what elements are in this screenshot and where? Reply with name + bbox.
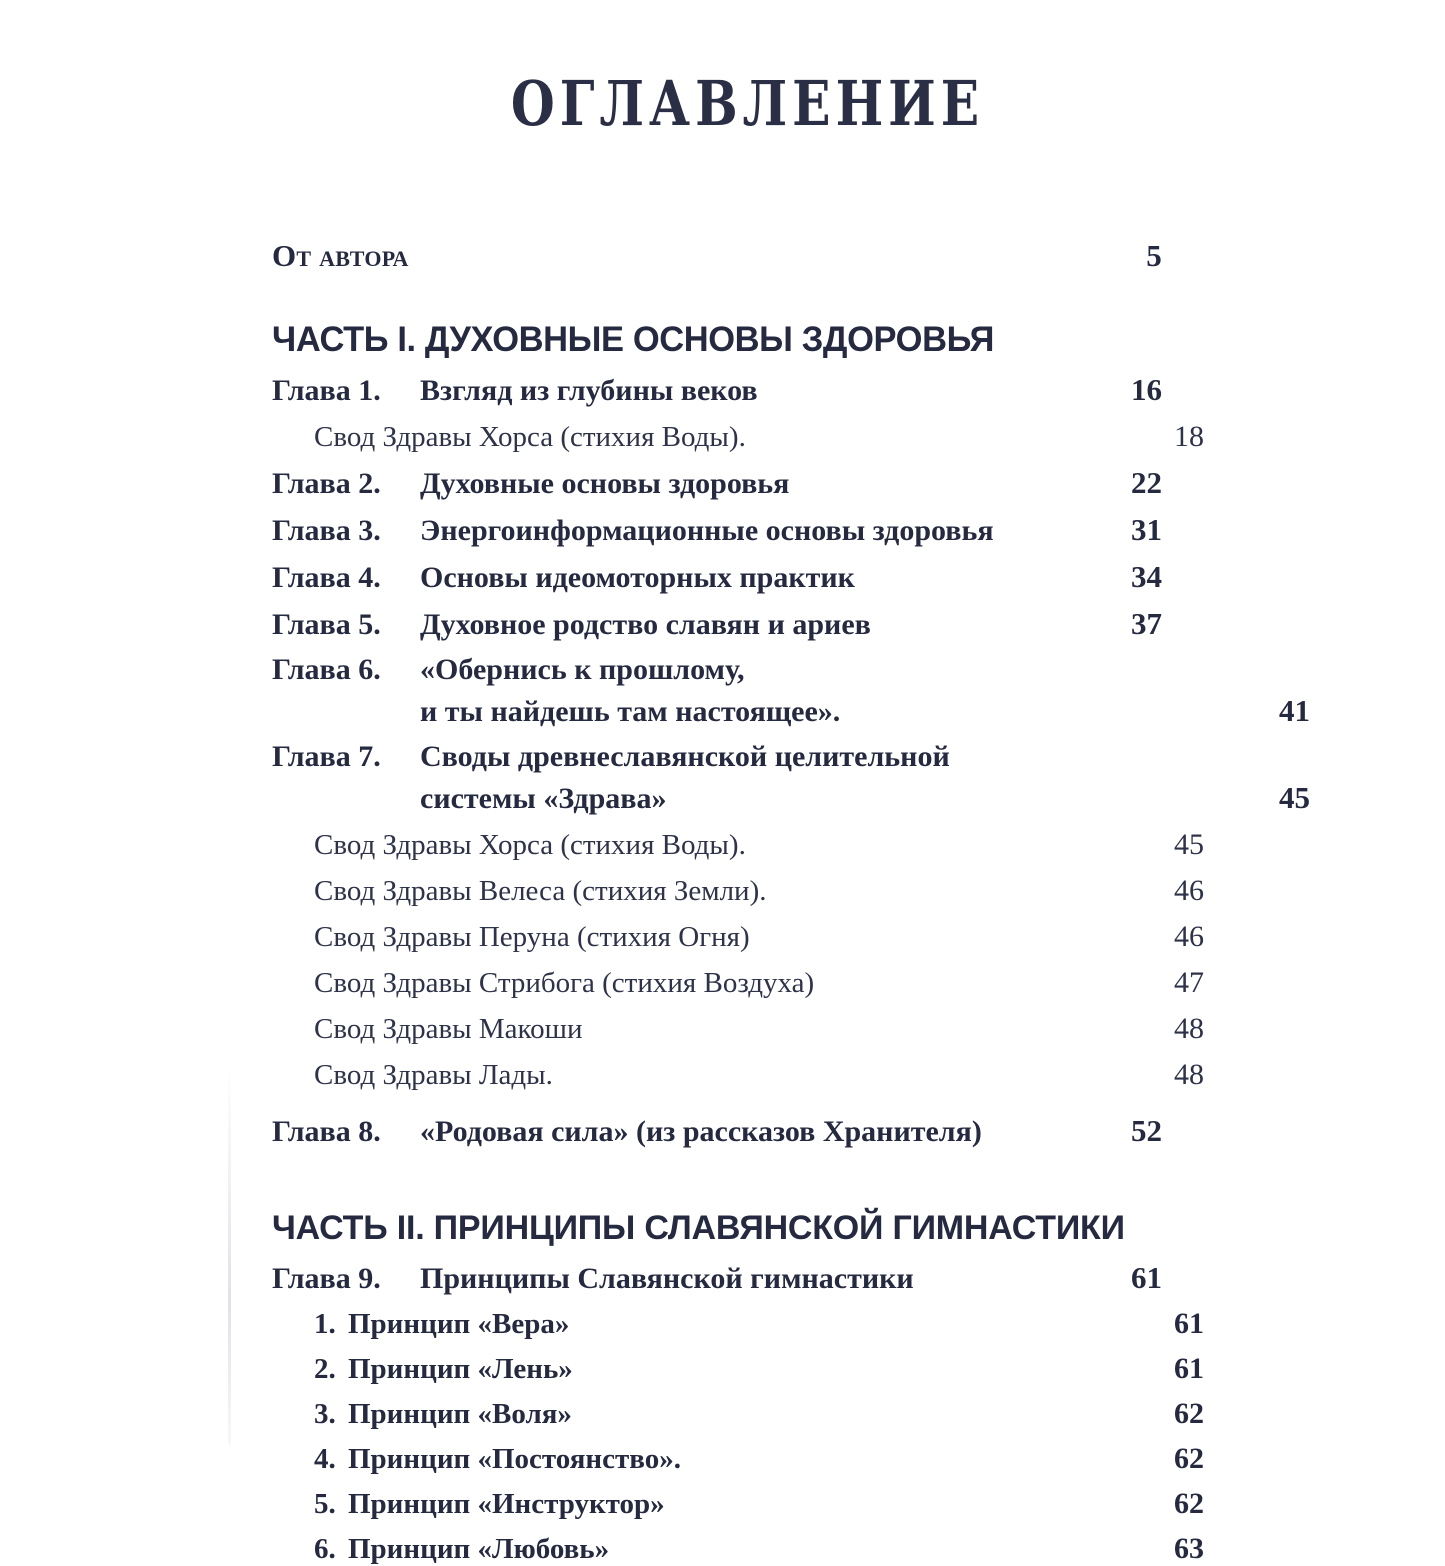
toc-entry-sub-svod-makoshi[interactable]: [272, 1012, 1204, 1046]
sub-entry-title: Свод Здравы Макоши: [314, 1013, 583, 1045]
page-number: 46: [1174, 920, 1204, 953]
chapter-number: Глава 5.: [272, 608, 381, 641]
principle-title: Принцип «Постоянство».: [348, 1443, 681, 1475]
page-number: 18: [1174, 420, 1204, 453]
chapter-number: Глава 6.: [272, 653, 381, 686]
part-heading-2: ЧАСТЬ II. ПРИНЦИПЫ СЛАВЯНСКОЙ ГИМНАСТИКИ: [272, 1209, 1125, 1247]
principle-label: [314, 1533, 609, 1566]
chapter-title-line-2: [272, 780, 1310, 816]
chapter-label: [272, 608, 871, 642]
page-number: 34: [1131, 559, 1162, 594]
chapter-number: Глава 2.: [272, 467, 381, 500]
principle-number: 6.: [314, 1533, 336, 1565]
principle-number: 4.: [314, 1443, 336, 1475]
page-number: 16: [1131, 372, 1162, 407]
principle-label: [314, 1398, 572, 1431]
principle-title: Принцип «Лень»: [348, 1353, 573, 1385]
chapter-title-part-2: системы «Здрава»: [420, 782, 667, 815]
chapter-title-line-1: [272, 653, 1162, 687]
toc-entry-chapter-9[interactable]: [272, 1260, 1162, 1296]
page-number: 61: [1174, 1352, 1204, 1385]
toc-entry-chapter-5[interactable]: [272, 606, 1162, 642]
toc-entry-sub-svod-velesa[interactable]: [272, 874, 1204, 908]
sub-entry-title: Свод Здравы Стрибога (стихия Воздуха): [314, 967, 815, 999]
page-number: 52: [1131, 1113, 1162, 1148]
chapter-title-part-1: Своды древнеславянской целительной: [420, 740, 950, 773]
sub-entry-title: Свод Здравы Велеса (стихия Земли).: [314, 875, 767, 907]
principle-label: [314, 1308, 569, 1341]
chapter-label: [272, 561, 855, 595]
toc-entry-chapter-1[interactable]: [272, 372, 1162, 408]
toc-entry-sub-svod-lady[interactable]: [272, 1058, 1204, 1092]
page-number: 62: [1174, 1442, 1204, 1475]
chapter-title: Духовное родство славян и ариев: [420, 608, 871, 641]
chapter-label: [272, 514, 994, 548]
toc-entry-sub-svod-striboga[interactable]: [272, 966, 1204, 1000]
page-title: ОГЛАВЛЕНИЕ: [510, 67, 985, 141]
principle-title: Принцип «Воля»: [348, 1398, 572, 1430]
page-number: 48: [1174, 1058, 1204, 1091]
toc-entry-principle-5[interactable]: [272, 1487, 1204, 1521]
page-gutter-shadow: [228, 250, 231, 1445]
chapter-label: [272, 374, 758, 408]
principle-number: 1.: [314, 1308, 336, 1340]
chapter-title: «Родовая сила» (из рассказов Хранителя): [420, 1115, 982, 1148]
svod-zdravy-sub-list: [272, 828, 1204, 1092]
page-number: 22: [1131, 465, 1162, 500]
sub-entry-title: Свод Здравы Хорса (стихия Воды).: [314, 829, 746, 861]
toc-entry-sub-svod-horsa-2[interactable]: [272, 828, 1204, 862]
page-number: 31: [1131, 512, 1162, 547]
toc-entry-chapter-4[interactable]: [272, 559, 1162, 595]
page-number: 63: [1174, 1532, 1204, 1565]
chapter-number: Глава 7.: [272, 740, 381, 773]
spacer: [272, 1092, 1162, 1102]
toc-entry-chapter-8[interactable]: [272, 1113, 1162, 1149]
chapter-title-line-2: [272, 693, 1310, 729]
principle-label: [314, 1353, 573, 1386]
toc-entry-chapter-7[interactable]: [272, 740, 1310, 816]
toc-entry-principle-4[interactable]: [272, 1442, 1204, 1476]
page-number: 45: [1174, 828, 1204, 861]
chapter-title: Принципы Славянской гимнастики: [420, 1262, 914, 1295]
page-number: 61: [1174, 1307, 1204, 1340]
principle-number: 3.: [314, 1398, 336, 1430]
chapter-number: Глава 9.: [272, 1262, 381, 1295]
chapter-label: [272, 467, 789, 501]
page-number: 45: [1279, 780, 1310, 815]
chapter-label: [272, 1115, 982, 1149]
chapter-title-line-1: [272, 740, 1162, 774]
chapter-title: Основы идеомоторных практик: [420, 561, 855, 594]
chapter-number: Глава 1.: [272, 374, 381, 407]
principle-number: 2.: [314, 1353, 336, 1385]
toc-entry-sub-svod-peruna[interactable]: [272, 920, 1204, 954]
page-number: 46: [1174, 874, 1204, 907]
toc-entry-principle-1[interactable]: [272, 1307, 1204, 1341]
sub-entry-title: Свод Здравы Лады.: [314, 1059, 553, 1091]
sub-entry-title: Свод Здравы Хорса (стихия Воды).: [314, 421, 746, 453]
toc-entry-principle-2[interactable]: [272, 1352, 1204, 1386]
principle-label: [314, 1488, 665, 1521]
toc-entry-chapter-6[interactable]: [272, 653, 1310, 729]
principle-title: Принцип «Инструктор»: [348, 1488, 665, 1520]
chapter-title: Духовные основы здоровья: [420, 467, 790, 500]
page-number: 5: [1146, 238, 1162, 273]
principle-label: [314, 1443, 681, 1476]
principle-title: Принцип «Любовь»: [348, 1533, 610, 1565]
chapter-title: Энергоинформационные основы здоровья: [420, 514, 994, 547]
page-number: 48: [1174, 1012, 1204, 1045]
principle-number: 5.: [314, 1488, 336, 1520]
page-number: 62: [1174, 1397, 1204, 1430]
principle-title: Принцип «Вера»: [348, 1308, 570, 1340]
chapter-title-part-1: «Обернись к прошлому,: [420, 653, 745, 686]
chapter-title-part-2: и ты найдешь там настоящее».: [420, 695, 841, 728]
part-heading-1: ЧАСТЬ I. ДУХОВНЫЕ ОСНОВЫ ЗДОРОВЬЯ: [272, 320, 995, 359]
toc-entry-principle-6[interactable]: [272, 1532, 1204, 1566]
sub-entry-title: Свод Здравы Перуна (стихия Огня): [314, 921, 750, 953]
chapter-title: Взгляд из глубины веков: [420, 374, 758, 407]
toc-entry-chapter-2[interactable]: [272, 465, 1162, 501]
toc-entry-sub-svod-horsa-1[interactable]: [272, 420, 1204, 454]
chapter-number: Глава 3.: [272, 514, 381, 547]
toc-entry-principle-3[interactable]: [272, 1397, 1204, 1431]
page-number: 37: [1131, 606, 1162, 641]
chapter-number: Глава 8.: [272, 1115, 381, 1148]
toc-entry-chapter-3[interactable]: [272, 512, 1162, 548]
page-number: 41: [1279, 693, 1310, 728]
toc-entry-front-matter[interactable]: [272, 238, 1162, 274]
page-number: 47: [1174, 966, 1204, 999]
toc-entry-list: [272, 238, 1310, 1566]
chapter-label: [272, 1262, 914, 1296]
chapter-number: Глава 4.: [272, 561, 381, 594]
page-number: 61: [1131, 1260, 1162, 1295]
toc-entry-label: От автора: [272, 238, 409, 273]
page-number: 62: [1174, 1487, 1204, 1520]
